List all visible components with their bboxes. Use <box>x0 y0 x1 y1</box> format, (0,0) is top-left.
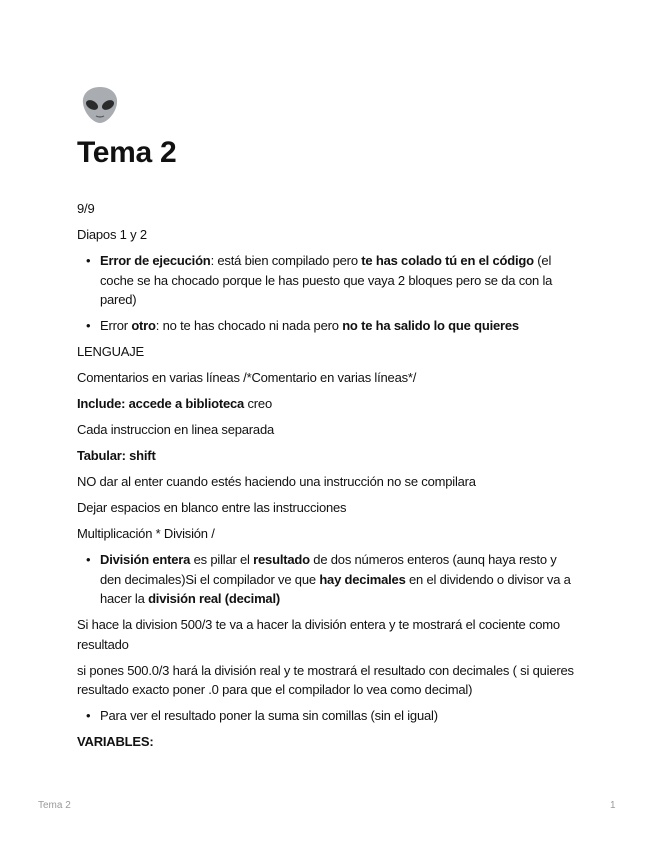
text: LENGUAJE <box>77 344 145 359</box>
paragraph <box>77 524 577 544</box>
text: 9/9 <box>77 201 95 216</box>
bold-text: División entera <box>100 552 191 567</box>
paragraph <box>77 199 577 219</box>
paragraph <box>77 368 577 388</box>
bold-text: Error de ejecución <box>100 253 211 268</box>
text: Cada instruccion en linea separada <box>77 422 274 437</box>
text: Comentarios en varias líneas /*Comentario en varias líneas*/ <box>77 370 417 385</box>
paragraph <box>77 420 577 440</box>
document-body <box>77 199 577 758</box>
text: Multiplicación * División / <box>77 526 215 541</box>
paragraph <box>77 446 577 466</box>
text: : está bien compilado pero <box>210 253 362 268</box>
bold-text: otro <box>131 318 156 333</box>
text: Si hace la division 500/3 te va a hacer la división entera y te mostrará el cociente como resultado <box>77 617 560 652</box>
bullet-item <box>77 316 577 336</box>
bold-text: resultado <box>253 552 310 567</box>
paragraph <box>77 732 577 752</box>
text: Diapos 1 y 2 <box>77 227 147 242</box>
text: de dos números enteros (aunq haya resto y den decimales)Si el compilador ve que <box>100 552 557 587</box>
bold-text: división real (decimal) <box>148 591 281 606</box>
text: creo <box>244 396 272 411</box>
alien-emoji-icon <box>79 84 121 126</box>
bold-text: te has colado tú en el código <box>361 253 534 268</box>
bold-text: hay decimales <box>319 571 406 587</box>
text: es pillar el <box>190 552 254 567</box>
bold-text: VARIABLES: <box>77 734 154 749</box>
page-title: Tema 2 <box>77 136 177 169</box>
bold-text: Include: accede a biblioteca <box>77 396 245 411</box>
footer-page-number: 1 <box>610 800 616 811</box>
paragraph <box>77 498 577 518</box>
text: Dejar espacios en blanco entre las instrucciones <box>77 500 347 515</box>
text: Para ver el resultado poner la suma sin comillas (sin el igual) <box>100 708 438 723</box>
text: en el dividendo o divisor va a hacer la <box>100 571 571 606</box>
footer-title: Tema 2 <box>38 800 71 811</box>
paragraph <box>77 615 577 654</box>
bold-text: no te ha salido lo que quieres <box>342 318 519 333</box>
paragraph <box>77 225 577 245</box>
text: : no te has chocado ni nada pero <box>155 318 343 333</box>
text: NO dar al enter cuando estés haciendo una instrucción no se compilara <box>77 474 476 489</box>
paragraph <box>77 472 577 492</box>
paragraph <box>77 394 577 414</box>
bullet-item <box>77 251 577 310</box>
paragraph <box>77 342 577 362</box>
text: (el coche se ha chocado porque le has puesto que vaya 2 bloques pero se da con la pared) <box>100 253 553 307</box>
text: Error <box>100 318 132 333</box>
bullet-item <box>77 706 577 726</box>
bullet-item <box>77 550 577 609</box>
text: si pones 500.0/3 hará la división real y te mostrará el resultado con decimales ( si quieres resultado exacto poner .0 para que el compilador lo vea como decimal) <box>77 662 574 697</box>
paragraph <box>77 661 577 700</box>
bold-text: Tabular: shift <box>77 448 156 463</box>
